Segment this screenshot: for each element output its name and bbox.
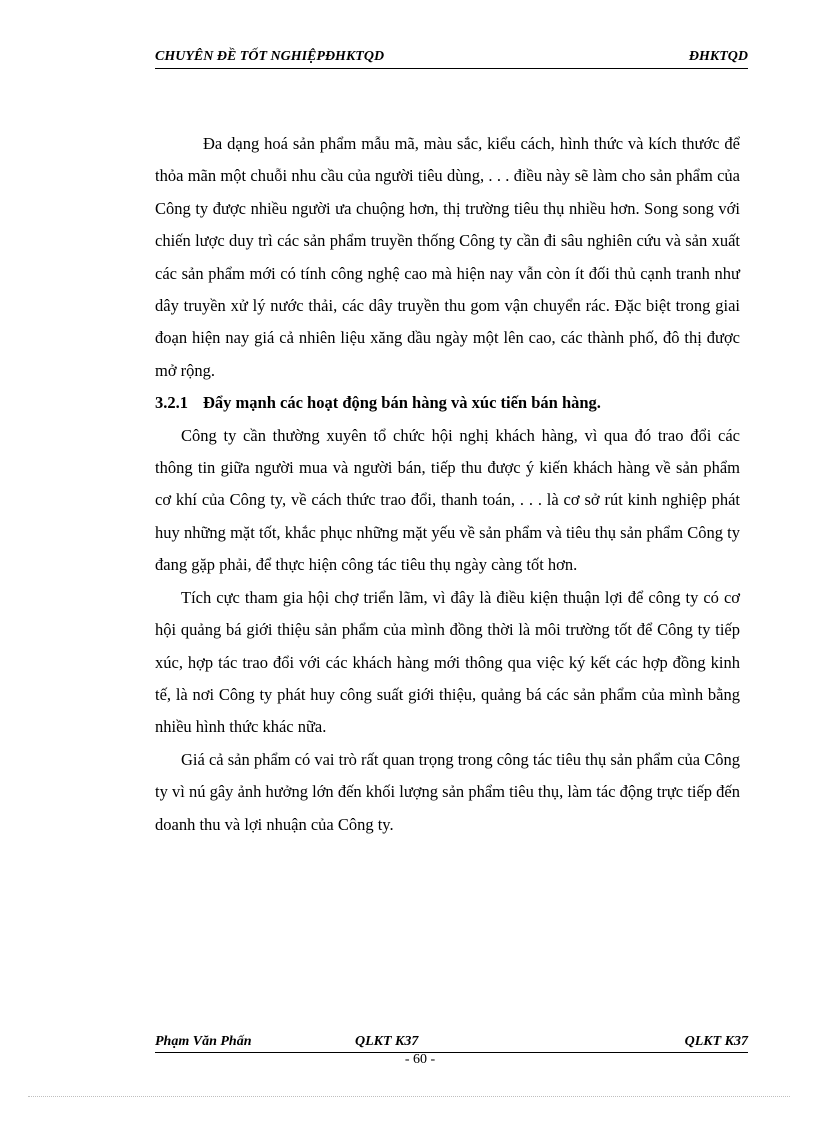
footer-class-right: QLKT K37 bbox=[684, 1034, 748, 1049]
footer-class-mid: QLKT K37 bbox=[355, 1034, 419, 1049]
page-break-divider bbox=[28, 1096, 790, 1097]
paragraph-product-diversification: Đa dạng hoá sản phẩm mẫu mã, màu sắc, kiểu cách, hình thức và kích thước để thỏa mãn một chuỗi nhu cầu của người tiêu dùng, . . . điều này sẽ làm cho sản phẩm của Công ty được nhiều người ưa chuộng hơn, thị trường tiêu thụ nhiều hơn. Song song với chiến lược duy trì các sản phẩm truyền thống Công ty cần đi sâu nghiên cứu và sản xuất các sản phẩm mới có tính công nghệ cao mà hiện nay vẫn còn ít đối thủ cạnh tranh như dây truyền xử lý nước thải, các dây truyền thu gom vận chuyển rác. Đặc biệt trong giai đoạn hiện nay giá cả nhiên liệu xăng dầu ngày một lên cao, các thành phố, đô thị được mở rộng. bbox=[155, 134, 740, 380]
header-school: ĐHKTQD bbox=[688, 49, 748, 64]
section-number: 3.2.1 bbox=[155, 393, 188, 413]
paragraph-customer-conference: Công ty cần thường xuyên tổ chức hội nghị khách hàng, vì qua đó trao đổi các thông tin giữa người mua và người bán, tiếp thu được ý kiến khách hàng về sản phẩm cơ khí của Công ty, về cách thức trao đổi, thanh toán, . . . là cơ sở rút kinh nghiệp phát huy những mặt tốt, khắc phục những mặt yếu về sản phẩm và tiêu thụ sản phẩm Công ty đang gặp phải, để thực hiện công tác tiêu thụ ngày càng tốt hơn. bbox=[155, 425, 740, 575]
page-footer bbox=[155, 1034, 748, 1053]
document-body bbox=[155, 128, 740, 841]
paragraph-trade-fair: Tích cực tham gia hội chợ triển lãm, vì đây là điều kiện thuận lợi để công ty có cơ hội quảng bá giới thiệu sản phẩm của mình đồng thời là môi trường tốt để Công ty tiếp xúc, hợp tác trao đổi với các khách hàng mới thông qua việc ký kết các hợp đồng kinh tế, là nơi Công ty phát huy công suất giới thiệu, quảng bá các sản phẩm của mình bằng nhiều hình thức khác nữa. bbox=[155, 587, 740, 737]
footer-author: Phạm Văn Phấn bbox=[155, 1034, 252, 1049]
page-number-row bbox=[32, 1052, 816, 1068]
header-title: CHUYÊN ĐỀ TỐT NGHIỆPĐHKTQD bbox=[155, 49, 385, 64]
page-number: - 60 - bbox=[404, 1052, 436, 1067]
paragraph-pricing: Giá cả sản phẩm có vai trò rất quan trọng trong công tác tiêu thụ sản phẩm của Công ty vì nú gây ảnh hưởng lớn đến khối lượng sản phẩm tiêu thụ, làm tác động trực tiếp đến doanh thu và lợi nhuận của Công ty. bbox=[155, 749, 741, 834]
section-heading bbox=[155, 387, 740, 419]
section-title: Đẩy mạnh các hoạt động bán hàng và xúc tiến bán hàng. bbox=[203, 393, 601, 413]
page-header bbox=[155, 48, 748, 69]
